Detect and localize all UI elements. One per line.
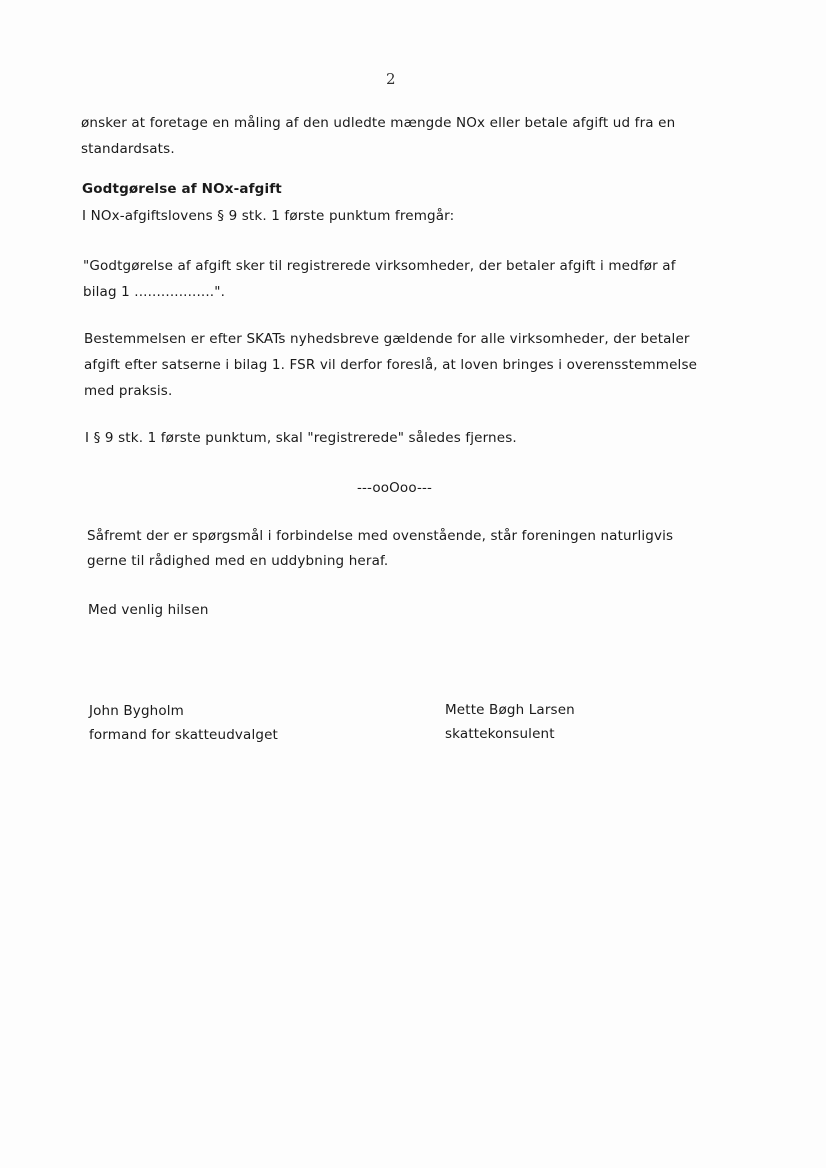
- paragraph-line-3: med praksis.: [84, 383, 173, 399]
- closing-line-2: gerne til rådighed med en uddybning heraf.: [87, 553, 389, 569]
- signatory-1-title: formand for skatteudvalget: [89, 727, 279, 743]
- section-lead: I NOx-afgiftslovens § 9 stk. 1 første punktum fremgår:: [82, 208, 455, 224]
- greeting: Med venlig hilsen: [88, 602, 209, 618]
- page-number: 2: [386, 70, 396, 88]
- paragraph-line-1: Bestemmelsen er efter SKATs nyhedsbreve gældende for alle virksomheder, der betaler: [84, 331, 690, 347]
- section-heading: Godtgørelse af NOx-afgift: [82, 181, 282, 197]
- intro-line-1: ønsker at foretage en måling af den udledte mængde NOx eller betale afgift ud fra en: [81, 115, 676, 131]
- section-separator: ---ooOoo---: [357, 480, 433, 496]
- closing-line-1: Såfremt der er spørgsmål i forbindelse med ovenstående, står foreningen naturligvis: [87, 528, 674, 544]
- intro-line-2: standardsats.: [81, 141, 175, 157]
- signatory-2-name: Mette Bøgh Larsen: [445, 702, 575, 718]
- signatory-1-name: John Bygholm: [89, 703, 184, 719]
- quote-line-1: "Godtgørelse af afgift sker til registrerede virksomheder, der betaler afgift i medfør af: [83, 258, 676, 274]
- proposal-text: I § 9 stk. 1 første punktum, skal "registrerede" således fjernes.: [85, 430, 517, 446]
- quote-line-2: bilag 1 ..................".: [83, 284, 226, 300]
- paragraph-line-2: afgift efter satserne i bilag 1. FSR vil derfor foreslå, at loven bringes i overensstemmelse: [84, 357, 698, 373]
- signatory-2-title: skattekonsulent: [445, 726, 555, 742]
